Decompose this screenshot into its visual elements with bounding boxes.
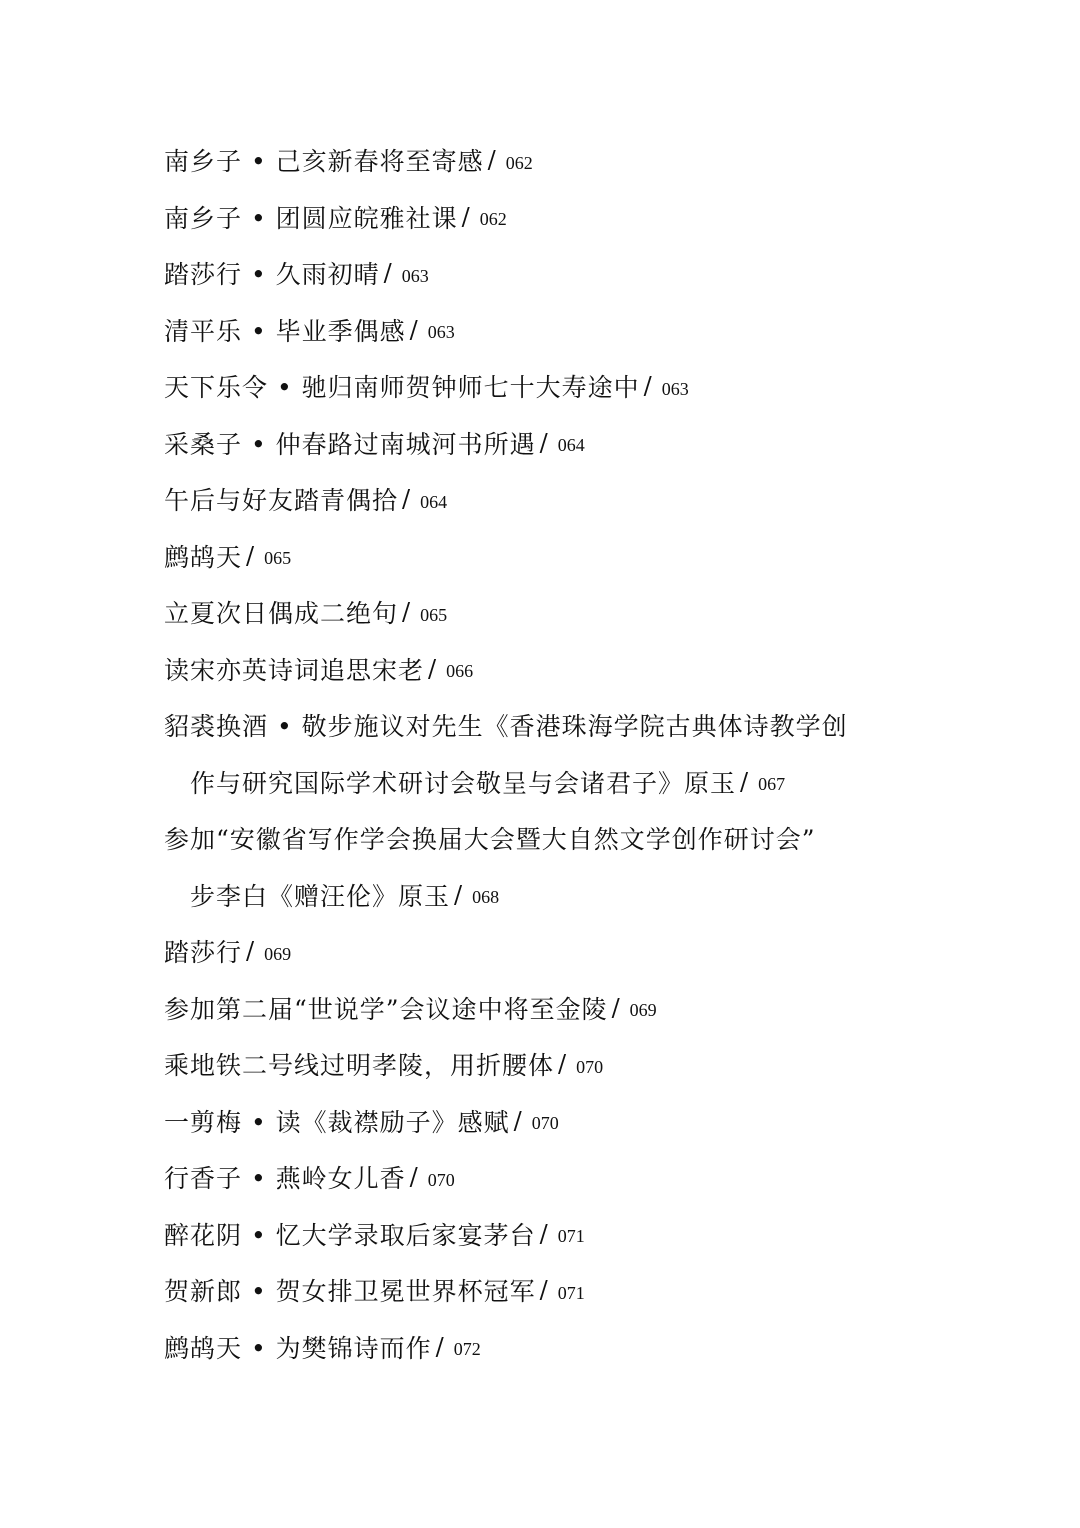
- table-of-contents: [164, 132, 1024, 1375]
- toc-entry-separator: /: [246, 937, 255, 966]
- toc-entry-separator: /: [611, 993, 620, 1022]
- toc-entry-page-number: 065: [264, 548, 292, 569]
- toc-entry: [164, 415, 1024, 472]
- toc-entry-page-number: 062: [505, 152, 533, 173]
- toc-entry-title: 步李白《赠汪伦》原玉: [190, 881, 451, 911]
- toc-entry-separator: /: [435, 1332, 444, 1361]
- toc-entry-separator: /: [539, 1276, 548, 1305]
- toc-entry-page-number: 067: [758, 774, 786, 795]
- toc-entry-separator: /: [454, 880, 463, 909]
- toc-entry-title: 读宋亦英诗词追思宋老: [164, 655, 425, 685]
- toc-entry: [164, 1036, 1024, 1093]
- toc-entry-title: 踏莎行 • 久雨初晴: [164, 260, 380, 290]
- toc-entry-title: 行香子 • 燕岭女儿香: [164, 1164, 406, 1194]
- toc-entry-title: 鹧鸪天: [164, 542, 243, 572]
- toc-entry-page-number: 065: [420, 604, 448, 625]
- toc-entry-page-number: 071: [557, 1282, 585, 1303]
- toc-entry-title: 清平乐 • 毕业季偶感: [164, 316, 406, 346]
- toc-entry: [164, 980, 1024, 1037]
- toc-entry-separator: /: [428, 654, 437, 683]
- toc-entry-page-number: 064: [557, 435, 585, 456]
- toc-entry-separator: /: [402, 598, 411, 627]
- toc-entry-title: 南乡子 • 己亥新春将至寄感: [164, 147, 484, 177]
- toc-entry-title: 参加第二届“世说学”会议途中将至金陵: [164, 994, 608, 1024]
- toc-entry: [164, 302, 1024, 359]
- toc-entry-title: 南乡子 • 团圆应皖雅社课: [164, 203, 458, 233]
- toc-entry-title: 参加“安徽省写作学会换届大会暨大自然文学创作研讨会”: [164, 825, 816, 855]
- toc-entry: [164, 641, 1024, 698]
- toc-entry-title: 立夏次日偶成二绝句: [164, 599, 399, 629]
- toc-entry: [164, 528, 1024, 585]
- toc-entry: [164, 358, 1024, 415]
- toc-entry: [164, 923, 1024, 980]
- toc-entry-page-number: 063: [427, 322, 455, 343]
- toc-entry-separator: /: [409, 1163, 418, 1192]
- toc-entry-page-number: 070: [576, 1056, 604, 1077]
- toc-entry-page-number: 069: [264, 943, 292, 964]
- toc-entry: [164, 245, 1024, 302]
- toc-entry-separator: /: [643, 372, 652, 401]
- toc-entry-title: 踏莎行: [164, 938, 243, 968]
- toc-entry-page-number: 066: [446, 661, 474, 682]
- toc-entry: [164, 810, 1024, 867]
- toc-entry: [164, 584, 1024, 641]
- toc-entry-title: 采桑子 • 仲春路过南城河书所遇: [164, 429, 536, 459]
- toc-entry-separator: /: [513, 1106, 522, 1135]
- toc-entry: [164, 1319, 1024, 1376]
- toc-entry-title: 鹧鸪天 • 为樊锦诗而作: [164, 1333, 432, 1363]
- toc-entry: [164, 1206, 1024, 1263]
- toc-entry-title: 一剪梅 • 读《裁襟励子》感赋: [164, 1107, 510, 1137]
- toc-entry-separator: /: [539, 428, 548, 457]
- toc-entry-page-number: 069: [629, 1000, 657, 1021]
- toc-entry-separator: /: [539, 1219, 548, 1248]
- toc-entry: [164, 697, 1024, 754]
- toc-entry: [164, 189, 1024, 246]
- toc-entry-title: 貂裘换酒 • 敬步施议对先生《香港珠海学院古典体诗教学创: [164, 712, 848, 742]
- toc-entry-page-number: 072: [453, 1339, 481, 1360]
- toc-entry-page-number: 063: [661, 378, 689, 399]
- toc-entry-title: 天下乐令 • 驰归南师贺钟师七十大寿途中: [164, 373, 640, 403]
- toc-entry-title: 乘地铁二号线过明孝陵，用折腰体: [164, 1051, 555, 1081]
- toc-entry-page-number: 064: [420, 491, 448, 512]
- toc-entry-separator: /: [246, 541, 255, 570]
- toc-entry: [164, 132, 1024, 189]
- toc-entry-separator: /: [558, 1050, 567, 1079]
- toc-entry: [164, 1093, 1024, 1150]
- toc-entry-page-number: 070: [531, 1113, 559, 1134]
- toc-entry: [164, 471, 1024, 528]
- toc-entry-page-number: 071: [557, 1226, 585, 1247]
- toc-entry-separator: /: [402, 485, 411, 514]
- toc-entry-page-number: 062: [479, 209, 507, 230]
- toc-entry: [164, 1262, 1024, 1319]
- toc-entry-title: 贺新郎 • 贺女排卫冕世界杯冠军: [164, 1277, 536, 1307]
- toc-entry-separator: /: [487, 146, 496, 175]
- toc-entry-title: 作与研究国际学术研讨会敬呈与会诸君子》原玉: [190, 768, 737, 798]
- toc-entry-separator: /: [461, 202, 470, 231]
- toc-entry-separator: /: [409, 315, 418, 344]
- toc-entry-title: 午后与好友踏青偶拾: [164, 486, 399, 516]
- toc-entry: [164, 1149, 1024, 1206]
- toc-entry-separator: /: [740, 767, 749, 796]
- toc-entry-title: 醉花阴 • 忆大学录取后家宴茅台: [164, 1220, 536, 1250]
- toc-entry: [164, 754, 1024, 811]
- toc-entry-separator: /: [383, 259, 392, 288]
- toc-entry-page-number: 068: [472, 887, 500, 908]
- toc-entry-page-number: 070: [427, 1169, 455, 1190]
- toc-entry-page-number: 063: [401, 265, 429, 286]
- toc-entry: [164, 867, 1024, 924]
